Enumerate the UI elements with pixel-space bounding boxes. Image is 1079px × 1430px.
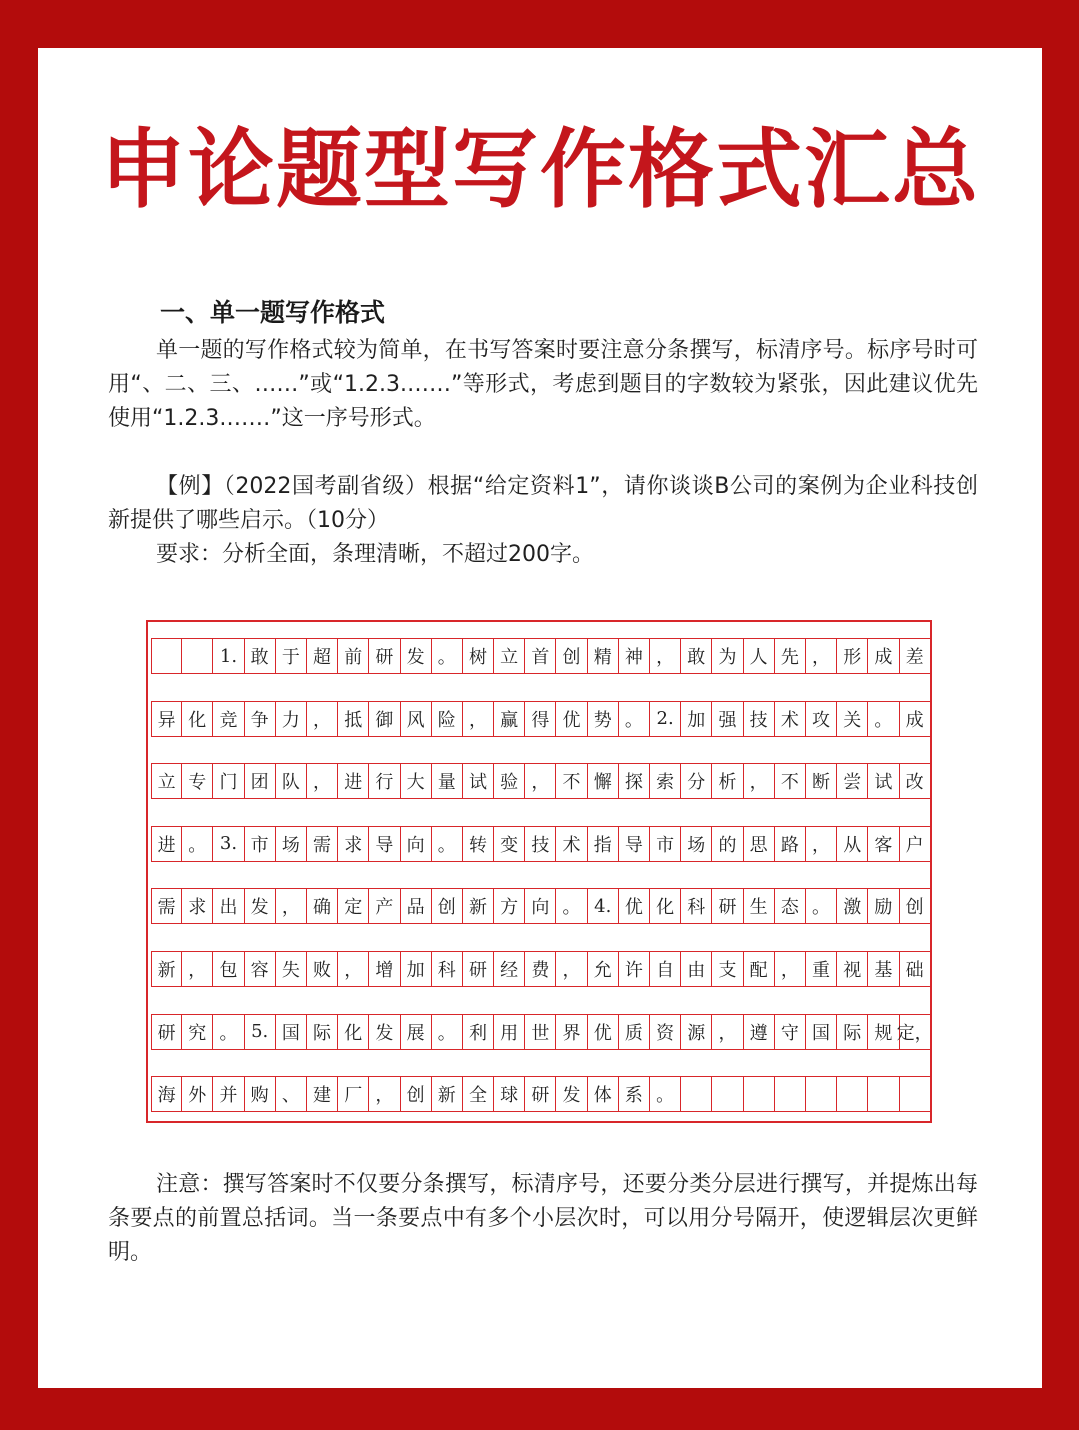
grid-cell: 形: [837, 639, 868, 673]
grid-cell: 立: [151, 764, 182, 798]
grid-cell: ，: [307, 702, 338, 736]
grid-cell: 人: [744, 639, 775, 673]
grid-cell: 抵: [338, 702, 369, 736]
grid-cell: 竞: [213, 702, 244, 736]
grid-cell: 量: [432, 764, 463, 798]
grid-cell: 专: [182, 764, 213, 798]
grid-cell: 5.: [245, 1015, 276, 1049]
grid-cell: 研: [369, 639, 400, 673]
grid-cell: 础: [900, 952, 931, 986]
grid-cell: 。: [868, 702, 899, 736]
requirement-text: 要求：分析全面，条理清晰，不超过200字。: [156, 542, 594, 567]
grid-cell: 不: [556, 764, 587, 798]
grid-cell: 究: [182, 1015, 213, 1049]
grid-cell: 包: [213, 952, 244, 986]
grid-cell: 技: [744, 702, 775, 736]
grid-cell: 厂: [338, 1077, 369, 1111]
grid-cell: 创: [556, 639, 587, 673]
grid-cell: 超: [307, 639, 338, 673]
grid-cell: 出: [213, 889, 244, 923]
grid-cell: 增: [369, 952, 400, 986]
grid-cell: 关: [837, 702, 868, 736]
grid-cell: 球: [494, 1077, 525, 1111]
grid-cell: 行: [369, 764, 400, 798]
grid-cell: 基: [868, 952, 899, 986]
grid-cell: 4.: [588, 889, 619, 923]
grid-cell: 界: [556, 1015, 587, 1049]
grid-cell: 际: [307, 1015, 338, 1049]
grid-cell: 展: [401, 1015, 432, 1049]
grid-cell: ，: [307, 764, 338, 798]
grid-row: [148, 810, 930, 874]
grid-cell: 科: [681, 889, 712, 923]
grid-cell: ，: [182, 952, 213, 986]
note-paragraph: 注意：撰写答案时不仅要分条撰写，标清序号，还要分类分层进行撰写，并提炼出每条要点的前置总括词。当一条要点中有多个小层次时，可以用分号隔开，使逻辑层次更鲜明。: [108, 1172, 978, 1265]
grid-row-cells: [151, 638, 931, 674]
grid-cell: [775, 1077, 806, 1111]
grid-row-cells: [151, 763, 931, 799]
grid-cell: 失: [276, 952, 307, 986]
grid-cell: 配: [744, 952, 775, 986]
grid-cell: 求: [338, 827, 369, 861]
grid-cell: 立: [494, 639, 525, 673]
grid-cell: 路: [775, 827, 806, 861]
grid-cell: 源: [681, 1015, 712, 1049]
grid-cell: 规: [868, 1015, 899, 1049]
grid-cell: 自: [650, 952, 681, 986]
grid-cell: 需: [151, 889, 182, 923]
grid-cell: 研: [712, 889, 743, 923]
grid-cell: 购: [245, 1077, 276, 1111]
grid-cell: 强: [712, 702, 743, 736]
grid-cell: 指: [588, 827, 619, 861]
grid-cell: 化: [650, 889, 681, 923]
grid-cell: ，: [463, 702, 494, 736]
grid-cell: 需: [307, 827, 338, 861]
grid-cell: 科: [432, 952, 463, 986]
grid-cell: 遵: [744, 1015, 775, 1049]
grid-cell: 经: [494, 952, 525, 986]
grid-cell: 试: [868, 764, 899, 798]
grid-cell: 新: [151, 952, 182, 986]
grid-cell: [868, 1077, 899, 1111]
grid-cell: 容: [245, 952, 276, 986]
grid-cell: 国: [276, 1015, 307, 1049]
grid-cell: [837, 1077, 868, 1111]
grid-row: [148, 935, 930, 999]
grid-cell: 进: [151, 827, 182, 861]
grid-cell: ，: [806, 827, 837, 861]
section-heading: 一、单一题写作格式: [160, 298, 386, 327]
grid-cell: 于: [276, 639, 307, 673]
grid-cell: 团: [245, 764, 276, 798]
grid-cell: 海: [151, 1077, 182, 1111]
grid-cell: 户: [900, 827, 931, 861]
grid-cell: 大: [401, 764, 432, 798]
grid-cell: [712, 1077, 743, 1111]
grid-cell: 资: [650, 1015, 681, 1049]
grid-cell: 精: [588, 639, 619, 673]
grid-cell: 。: [182, 827, 213, 861]
grid-cell: 成: [900, 702, 931, 736]
grid-cell: 导: [619, 827, 650, 861]
grid-cell: 改: [900, 764, 931, 798]
answer-grid-sheet: [146, 620, 932, 1123]
grid-cell: 验: [494, 764, 525, 798]
grid-cell: 利: [463, 1015, 494, 1049]
grid-cell: 创: [432, 889, 463, 923]
grid-cell: 的: [712, 827, 743, 861]
grid-cell: 重: [806, 952, 837, 986]
grid-cell: 向: [525, 889, 556, 923]
grid-cell: 2.: [650, 702, 681, 736]
grid-cell: 化: [338, 1015, 369, 1049]
grid-cell: 门: [213, 764, 244, 798]
grid-cell: 、: [276, 1077, 307, 1111]
grid-cell: 生: [744, 889, 775, 923]
grid-cell: 队: [276, 764, 307, 798]
grid-cell: 研: [463, 952, 494, 986]
grid-row-cells: [151, 701, 931, 737]
grid-cell: 3.: [213, 827, 244, 861]
grid-cell: ，: [276, 889, 307, 923]
grid-cell: ，: [775, 952, 806, 986]
page-title: 申论题型写作格式汇总: [100, 120, 980, 220]
grid-cell: 励: [868, 889, 899, 923]
grid-cell: 发: [401, 639, 432, 673]
grid-cell: 技: [525, 827, 556, 861]
grid-cell: 发: [369, 1015, 400, 1049]
grid-row: [148, 622, 930, 686]
grid-cell: ，: [806, 639, 837, 673]
grid-cell: 懈: [588, 764, 619, 798]
grid-cell: ，: [525, 764, 556, 798]
grid-cell: 质: [619, 1015, 650, 1049]
grid-cell: 树: [463, 639, 494, 673]
grid-cell: 险: [432, 702, 463, 736]
grid-cell: [900, 1077, 931, 1111]
grid-cell: 力: [276, 702, 307, 736]
grid-cell: 全: [463, 1077, 494, 1111]
grid-cell: 势: [588, 702, 619, 736]
grid-cell: 攻: [806, 702, 837, 736]
grid-cell: 不: [775, 764, 806, 798]
grid-row-cells: [151, 1076, 931, 1112]
grid-cell: 御: [369, 702, 400, 736]
grid-cell: 败: [307, 952, 338, 986]
grid-cell: 。: [432, 639, 463, 673]
grid-cell: 前: [338, 639, 369, 673]
grid-cell: 品: [401, 889, 432, 923]
grid-cell: 客: [868, 827, 899, 861]
grid-cell: 国: [806, 1015, 837, 1049]
grid-row: [148, 998, 933, 1062]
grid-cell: 态: [775, 889, 806, 923]
grid-cell: 断: [806, 764, 837, 798]
grid-cell: 确: [307, 889, 338, 923]
grid-cell: [182, 639, 213, 673]
example-question: 【例】（2022国考副省级）根据“给定资料1”，请你谈谈B公司的案例为企业科技创新提供了哪些启示。（10分）: [108, 474, 978, 533]
grid-cell: 转: [463, 827, 494, 861]
grid-cell: 产: [369, 889, 400, 923]
grid-row: [148, 685, 930, 749]
grid-cell: 进: [338, 764, 369, 798]
grid-cell: 研: [525, 1077, 556, 1111]
grid-cell: 加: [681, 702, 712, 736]
grid-cell: 索: [650, 764, 681, 798]
grid-cell: 得: [525, 702, 556, 736]
grid-cell: [744, 1077, 775, 1111]
grid-cell: 敢: [681, 639, 712, 673]
grid-cell: 1.: [213, 639, 244, 673]
grid-cell: 术: [775, 702, 806, 736]
grid-cell: 向: [401, 827, 432, 861]
grid-cell: 赢: [494, 702, 525, 736]
grid-row: [148, 872, 930, 936]
grid-cell: 许: [619, 952, 650, 986]
grid-row-cells: [151, 1014, 931, 1050]
grid-cell: 为: [712, 639, 743, 673]
grid-cell: 市: [245, 827, 276, 861]
grid-row: [148, 1060, 930, 1124]
grid-cell: 风: [401, 702, 432, 736]
grid-cell: 。: [432, 1015, 463, 1049]
grid-row-cells: [151, 888, 931, 924]
grid-cell: 激: [837, 889, 868, 923]
grid-cell: 优: [619, 889, 650, 923]
grid-cell: 变: [494, 827, 525, 861]
grid-cell: 场: [681, 827, 712, 861]
grid-cell: ，: [338, 952, 369, 986]
grid-cell: 允: [588, 952, 619, 986]
grid-cell: 求: [182, 889, 213, 923]
grid-cell: [681, 1077, 712, 1111]
grid-cell: 新: [432, 1077, 463, 1111]
document-page: [38, 48, 1042, 1388]
grid-cell: 敢: [245, 639, 276, 673]
grid-cell: 用: [494, 1015, 525, 1049]
grid-cell: [806, 1077, 837, 1111]
grid-cell: 体: [588, 1077, 619, 1111]
grid-cell: 析: [712, 764, 743, 798]
grid-cell: 外: [182, 1077, 213, 1111]
grid-cell: 发: [556, 1077, 587, 1111]
grid-cell: 优: [556, 702, 587, 736]
grid-cell: 神: [619, 639, 650, 673]
grid-row-cells: [151, 826, 931, 862]
grid-cell: 。: [650, 1077, 681, 1111]
grid-cell: 创: [900, 889, 931, 923]
grid-cell: 从: [837, 827, 868, 861]
grid-cell: ，: [650, 639, 681, 673]
grid-cell: 支: [712, 952, 743, 986]
grid-cell: 术: [556, 827, 587, 861]
grid-cell: 系: [619, 1077, 650, 1111]
grid-row-cells: [151, 951, 931, 987]
grid-cell: 方: [494, 889, 525, 923]
grid-cell: 分: [681, 764, 712, 798]
grid-cell: 探: [619, 764, 650, 798]
grid-cell: 差: [900, 639, 931, 673]
grid-cell: ，: [744, 764, 775, 798]
grid-cell: 。: [432, 827, 463, 861]
grid-cell: 成: [868, 639, 899, 673]
grid-cell: 新: [463, 889, 494, 923]
grid-cell: 优: [588, 1015, 619, 1049]
grid-cell: 试: [463, 764, 494, 798]
grid-cell: 场: [276, 827, 307, 861]
grid-cell: ，: [556, 952, 587, 986]
grid-cell: 并: [213, 1077, 244, 1111]
grid-cell: 市: [650, 827, 681, 861]
grid-cell: 定: [338, 889, 369, 923]
grid-cell: 费: [525, 952, 556, 986]
grid-row: [148, 747, 930, 811]
grid-cell: 异: [151, 702, 182, 736]
grid-cell: 化: [182, 702, 213, 736]
grid-cell: 研: [151, 1015, 182, 1049]
grid-cell: 。: [806, 889, 837, 923]
grid-cell: [151, 639, 182, 673]
grid-cell: 导: [369, 827, 400, 861]
grid-cell: 发: [245, 889, 276, 923]
grid-cell: 守: [775, 1015, 806, 1049]
grid-cell: 。: [556, 889, 587, 923]
grid-cell: 尝: [837, 764, 868, 798]
grid-cell: ，: [369, 1077, 400, 1111]
grid-cell: 建: [307, 1077, 338, 1111]
grid-cell: 。: [213, 1015, 244, 1049]
intro-paragraph: 单一题的写作格式较为简单，在书写答案时要注意分条撰写，标清序号。标序号时可用“、二、三、……”或“1.2.3.……”等形式，考虑到题目的字数较为紧张，因此建议优先使用“1.2.3.……”这一序号形式。: [108, 338, 978, 431]
grid-cell: 加: [401, 952, 432, 986]
grid-cell: 思: [744, 827, 775, 861]
grid-cell: 创: [401, 1077, 432, 1111]
grid-cell: 首: [525, 639, 556, 673]
grid-cell: 。: [619, 702, 650, 736]
grid-cell: 世: [525, 1015, 556, 1049]
grid-cell: 争: [245, 702, 276, 736]
grid-cell: 际: [837, 1015, 868, 1049]
grid-cell: 视: [837, 952, 868, 986]
grid-cell: 先: [775, 639, 806, 673]
grid-cell: ，: [712, 1015, 743, 1049]
grid-cell: 由: [681, 952, 712, 986]
grid-cell: 定，: [900, 1015, 931, 1049]
